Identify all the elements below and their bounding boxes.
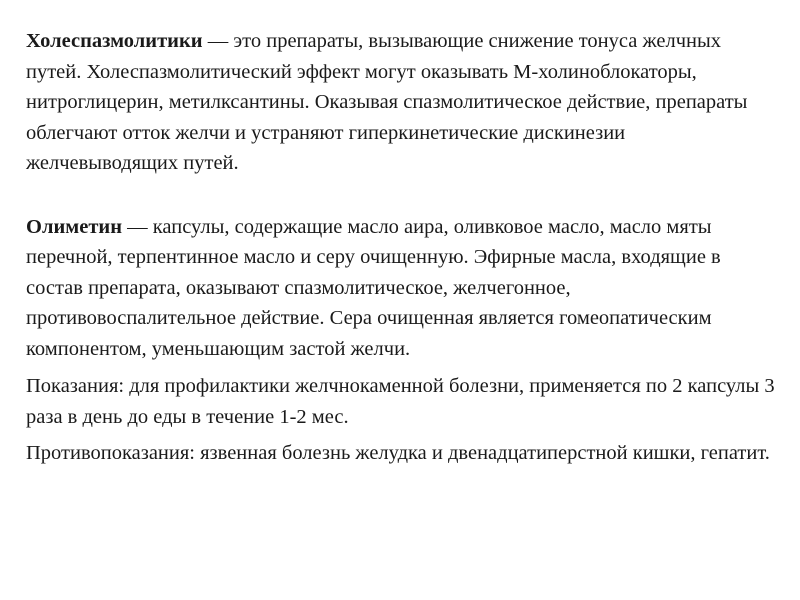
term-olimetin: Олиметин bbox=[26, 215, 123, 238]
definition-cholespasmolytics: — это препараты, вызывающие снижение тонуса желчных путей. Холеспазмолитический эффект могут оказывать М-холиноблокаторы, нитроглицерин, метилксантины. Оказывая спазмолитическое действие, препараты облегчают отток желчи и устраняют гиперкинетические дискинезии желчевыводящих путей. bbox=[26, 30, 748, 174]
term-cholespasmolytics: Холеспазмолитики bbox=[26, 30, 203, 52]
paragraph-olimetin bbox=[26, 212, 780, 365]
paragraph-indications: Показания: для профилактики желчнокаменной болезни, применяется по 2 капсулы 3 раза в день до еды в течение 1-2 мес. bbox=[26, 375, 775, 428]
paragraph-contraindications: Противопоказания: язвенная болезнь желудка и двенадцатиперстной кишки, гепатит. bbox=[26, 442, 770, 464]
definition-olimetin: — капсулы, содержащие масло аира, оливковое масло, масло мяты перечной, терпентинное масло и серу очищенную. Эфирные масла, входящие в состав препарата, оказывают спазмолитическое, желчегонное, противовоспалительное действие. Сера очищенная является гомеопатическим компонентом, уменьшающим застой желчи. bbox=[26, 215, 721, 360]
paragraph-cholespasmolytics bbox=[26, 26, 780, 179]
